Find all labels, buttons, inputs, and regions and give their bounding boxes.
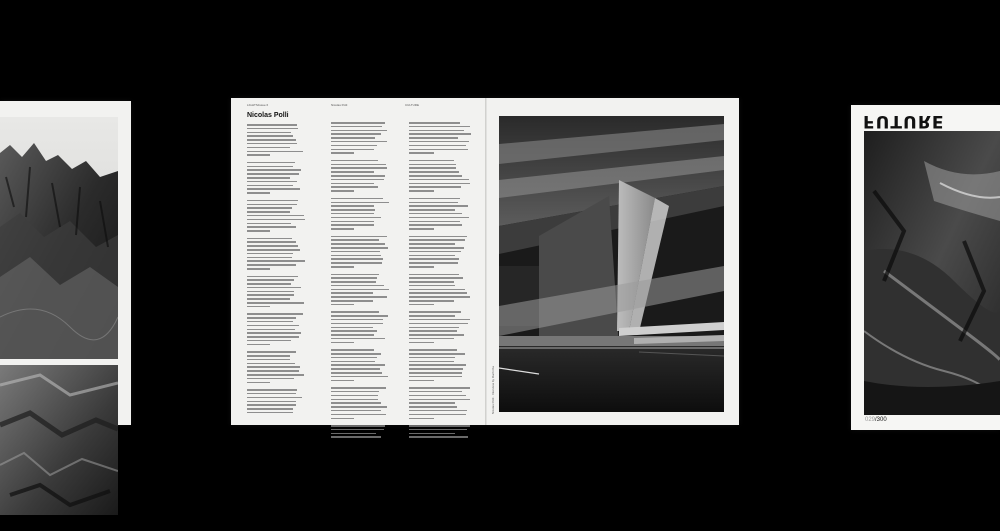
text-line xyxy=(331,171,374,173)
rocky-mountain-photo xyxy=(0,117,118,359)
text-line xyxy=(331,217,381,219)
text-line xyxy=(331,202,389,204)
text-line xyxy=(409,149,468,151)
text-line xyxy=(409,418,434,420)
text-line xyxy=(409,251,461,253)
text-line xyxy=(247,298,290,300)
text-line xyxy=(409,198,460,200)
text-line xyxy=(331,296,387,298)
text-line xyxy=(409,372,462,374)
text-line xyxy=(331,395,378,397)
text-line xyxy=(331,414,386,416)
text-line xyxy=(247,207,292,209)
text-line xyxy=(331,251,380,253)
text-line xyxy=(331,349,374,351)
text-line xyxy=(247,378,294,380)
text-line xyxy=(247,192,270,194)
text-line xyxy=(247,132,291,134)
text-line xyxy=(331,228,354,230)
text-line xyxy=(409,380,434,382)
text-line xyxy=(247,226,296,228)
text-line xyxy=(247,317,296,319)
text-line xyxy=(331,164,386,166)
text-line xyxy=(331,289,389,291)
text-line xyxy=(247,302,304,304)
text-line xyxy=(331,224,374,226)
text-line xyxy=(409,433,455,435)
text-line xyxy=(247,374,304,376)
rock-texture-photo xyxy=(0,365,118,515)
text-line xyxy=(247,401,296,403)
text-line xyxy=(409,406,457,408)
text-line xyxy=(331,186,378,188)
text-line xyxy=(331,406,387,408)
text-line xyxy=(409,323,468,325)
text-line xyxy=(331,357,377,359)
text-line xyxy=(331,137,375,139)
text-line xyxy=(247,211,290,213)
text-line xyxy=(331,399,378,401)
text-line xyxy=(409,183,470,185)
text-line xyxy=(409,391,462,393)
text-column xyxy=(247,124,305,416)
text-line xyxy=(331,334,374,336)
text-line xyxy=(409,319,470,321)
issue-number: 029 xyxy=(865,417,876,423)
header-issue: LIGHTS/issue 6 xyxy=(247,103,269,107)
text-line xyxy=(331,436,381,438)
text-line xyxy=(331,236,387,238)
text-line xyxy=(409,334,464,336)
text-line xyxy=(247,204,297,206)
text-line xyxy=(409,410,467,412)
cliff-coast-photo xyxy=(864,131,1000,415)
vertical-caption: Nicolas Polli · Interview by Ruchi Ka xyxy=(491,365,495,414)
text-line xyxy=(331,319,383,321)
text-line xyxy=(331,330,377,332)
text-line xyxy=(247,143,297,145)
text-line xyxy=(247,215,304,217)
text-line xyxy=(331,380,354,382)
text-line xyxy=(331,133,381,135)
text-line xyxy=(409,247,464,249)
text-line xyxy=(247,260,305,262)
text-line xyxy=(409,402,455,404)
text-line xyxy=(409,338,454,340)
text-line xyxy=(331,402,381,404)
text-line xyxy=(409,205,468,207)
text-line xyxy=(247,154,270,156)
text-line xyxy=(247,366,300,368)
text-line xyxy=(247,166,293,168)
text-line xyxy=(409,141,469,143)
text-line xyxy=(247,313,303,315)
text-line xyxy=(331,391,379,393)
text-line xyxy=(247,162,295,164)
text-line xyxy=(247,287,301,289)
text-line xyxy=(331,258,383,260)
text-line xyxy=(409,425,470,427)
header-section: CULTURE xyxy=(405,103,419,107)
text-line xyxy=(247,139,296,141)
text-line xyxy=(247,173,299,175)
magazine-cover xyxy=(851,105,1000,430)
text-line xyxy=(331,266,354,268)
text-line xyxy=(409,429,467,431)
text-line xyxy=(331,160,378,162)
text-line xyxy=(331,353,381,355)
text-line xyxy=(331,304,354,306)
text-line xyxy=(409,330,457,332)
text-line xyxy=(331,213,374,215)
text-line xyxy=(247,230,270,232)
text-line xyxy=(331,361,375,363)
text-line xyxy=(247,408,293,410)
text-line xyxy=(409,387,470,389)
text-line xyxy=(331,364,385,366)
text-line xyxy=(247,124,297,126)
header-author: Nicolas Polli xyxy=(331,103,348,107)
text-line xyxy=(247,245,298,247)
text-line xyxy=(247,340,291,342)
text-line xyxy=(331,433,376,435)
text-line xyxy=(409,376,462,378)
text-line xyxy=(409,126,470,128)
text-line xyxy=(331,300,373,302)
text-line xyxy=(331,429,384,431)
text-line xyxy=(409,228,434,230)
text-line xyxy=(247,128,298,130)
text-line xyxy=(409,357,455,359)
text-line xyxy=(331,281,376,283)
text-line xyxy=(331,149,374,151)
text-line xyxy=(331,376,388,378)
text-line xyxy=(247,219,305,221)
text-line xyxy=(409,152,434,154)
text-line xyxy=(247,200,298,202)
text-line xyxy=(409,414,466,416)
spread-gutter xyxy=(485,98,487,425)
text-line xyxy=(409,361,454,363)
text-line xyxy=(247,188,300,190)
text-line xyxy=(409,277,463,279)
text-line xyxy=(409,133,471,135)
text-line xyxy=(409,311,461,313)
text-line xyxy=(409,262,458,264)
cover-masthead: FUTURE xyxy=(863,111,945,131)
text-line xyxy=(409,179,469,181)
text-line xyxy=(409,353,465,355)
text-line xyxy=(247,397,302,399)
text-line xyxy=(331,167,387,169)
text-line xyxy=(409,221,460,223)
concrete-bridge-photo xyxy=(499,116,724,412)
text-line xyxy=(409,130,464,132)
text-line xyxy=(409,289,465,291)
text-line xyxy=(409,209,455,211)
text-line xyxy=(247,359,290,361)
text-line xyxy=(247,306,270,308)
text-line xyxy=(331,387,386,389)
text-line xyxy=(247,181,297,183)
text-line xyxy=(247,291,294,293)
text-line xyxy=(247,253,293,255)
text-line xyxy=(247,264,296,266)
text-line xyxy=(247,169,301,171)
text-line xyxy=(409,296,470,298)
text-line xyxy=(247,151,303,153)
text-line xyxy=(331,183,374,185)
text-line xyxy=(409,236,467,238)
text-column xyxy=(331,122,389,440)
text-line xyxy=(409,395,466,397)
text-line xyxy=(247,294,294,296)
left-magazine-page xyxy=(0,101,131,425)
text-line xyxy=(409,327,459,329)
text-line xyxy=(409,217,469,219)
issue-total: /300 xyxy=(875,417,887,423)
text-line xyxy=(331,418,354,420)
text-line xyxy=(409,255,455,257)
text-line xyxy=(247,135,293,137)
text-line xyxy=(247,344,270,346)
text-line xyxy=(409,243,455,245)
text-line xyxy=(331,292,373,294)
text-line xyxy=(247,389,297,391)
text-line xyxy=(331,285,384,287)
article-title: Nicolas Polli xyxy=(247,112,289,119)
text-line xyxy=(247,404,296,406)
text-line xyxy=(331,425,385,427)
text-line xyxy=(247,185,293,187)
text-line xyxy=(331,130,387,132)
text-line xyxy=(331,198,383,200)
text-line xyxy=(409,368,463,370)
text-line xyxy=(409,186,461,188)
text-line xyxy=(247,382,270,384)
text-line xyxy=(247,332,301,334)
text-line xyxy=(331,243,385,245)
text-line xyxy=(409,137,458,139)
text-line xyxy=(331,323,383,325)
text-line xyxy=(331,239,379,241)
text-line xyxy=(409,292,467,294)
text-line xyxy=(331,152,354,154)
text-line xyxy=(409,167,456,169)
text-line xyxy=(331,209,375,211)
text-line xyxy=(331,122,385,124)
text-line xyxy=(247,363,295,365)
text-line xyxy=(331,190,354,192)
text-line xyxy=(331,175,385,177)
text-line xyxy=(247,355,290,357)
text-line xyxy=(409,224,462,226)
text-line xyxy=(247,223,291,225)
text-line xyxy=(331,368,380,370)
text-line xyxy=(331,342,354,344)
text-line xyxy=(247,329,295,331)
text-line xyxy=(409,239,465,241)
text-line xyxy=(331,221,374,223)
text-line xyxy=(331,277,377,279)
text-line xyxy=(409,349,457,351)
text-line xyxy=(331,311,379,313)
text-line xyxy=(331,179,384,181)
text-line xyxy=(409,364,466,366)
text-line xyxy=(247,276,298,278)
text-line xyxy=(247,283,291,285)
text-line xyxy=(247,393,296,395)
text-line xyxy=(409,315,455,317)
text-line xyxy=(331,274,379,276)
text-line xyxy=(247,241,296,243)
text-line xyxy=(409,202,458,204)
text-line xyxy=(409,122,460,124)
text-line xyxy=(409,304,434,306)
text-line xyxy=(331,327,373,329)
text-line xyxy=(409,285,455,287)
text-line xyxy=(331,126,382,128)
text-line xyxy=(247,336,299,338)
text-line xyxy=(247,412,293,414)
magazine-spread xyxy=(231,98,739,425)
text-line xyxy=(331,145,377,147)
text-line xyxy=(409,266,434,268)
text-line xyxy=(409,300,454,302)
text-line xyxy=(247,177,290,179)
text-line xyxy=(331,255,381,257)
text-line xyxy=(247,238,292,240)
text-line xyxy=(247,321,293,323)
text-line xyxy=(331,205,374,207)
cover-issue-number xyxy=(865,417,887,423)
text-line xyxy=(409,145,466,147)
text-line xyxy=(331,247,388,249)
text-line xyxy=(409,281,454,283)
text-line xyxy=(331,372,382,374)
text-line xyxy=(247,268,270,270)
text-line xyxy=(331,338,385,340)
text-line xyxy=(409,164,456,166)
text-line xyxy=(409,190,434,192)
text-line xyxy=(409,160,454,162)
text-line xyxy=(331,262,382,264)
text-line xyxy=(247,279,294,281)
text-line xyxy=(331,315,388,317)
text-line xyxy=(247,325,299,327)
text-line xyxy=(247,370,299,372)
text-column xyxy=(409,122,471,440)
text-line xyxy=(409,436,468,438)
text-line xyxy=(409,399,470,401)
text-line xyxy=(247,147,290,149)
text-line xyxy=(331,410,381,412)
text-line xyxy=(409,258,459,260)
text-line xyxy=(247,257,292,259)
text-line xyxy=(247,351,296,353)
text-line xyxy=(409,342,434,344)
text-line xyxy=(331,141,387,143)
text-line xyxy=(409,175,462,177)
text-line xyxy=(409,274,459,276)
text-line xyxy=(247,249,300,251)
text-line xyxy=(409,171,459,173)
text-line xyxy=(409,213,462,215)
